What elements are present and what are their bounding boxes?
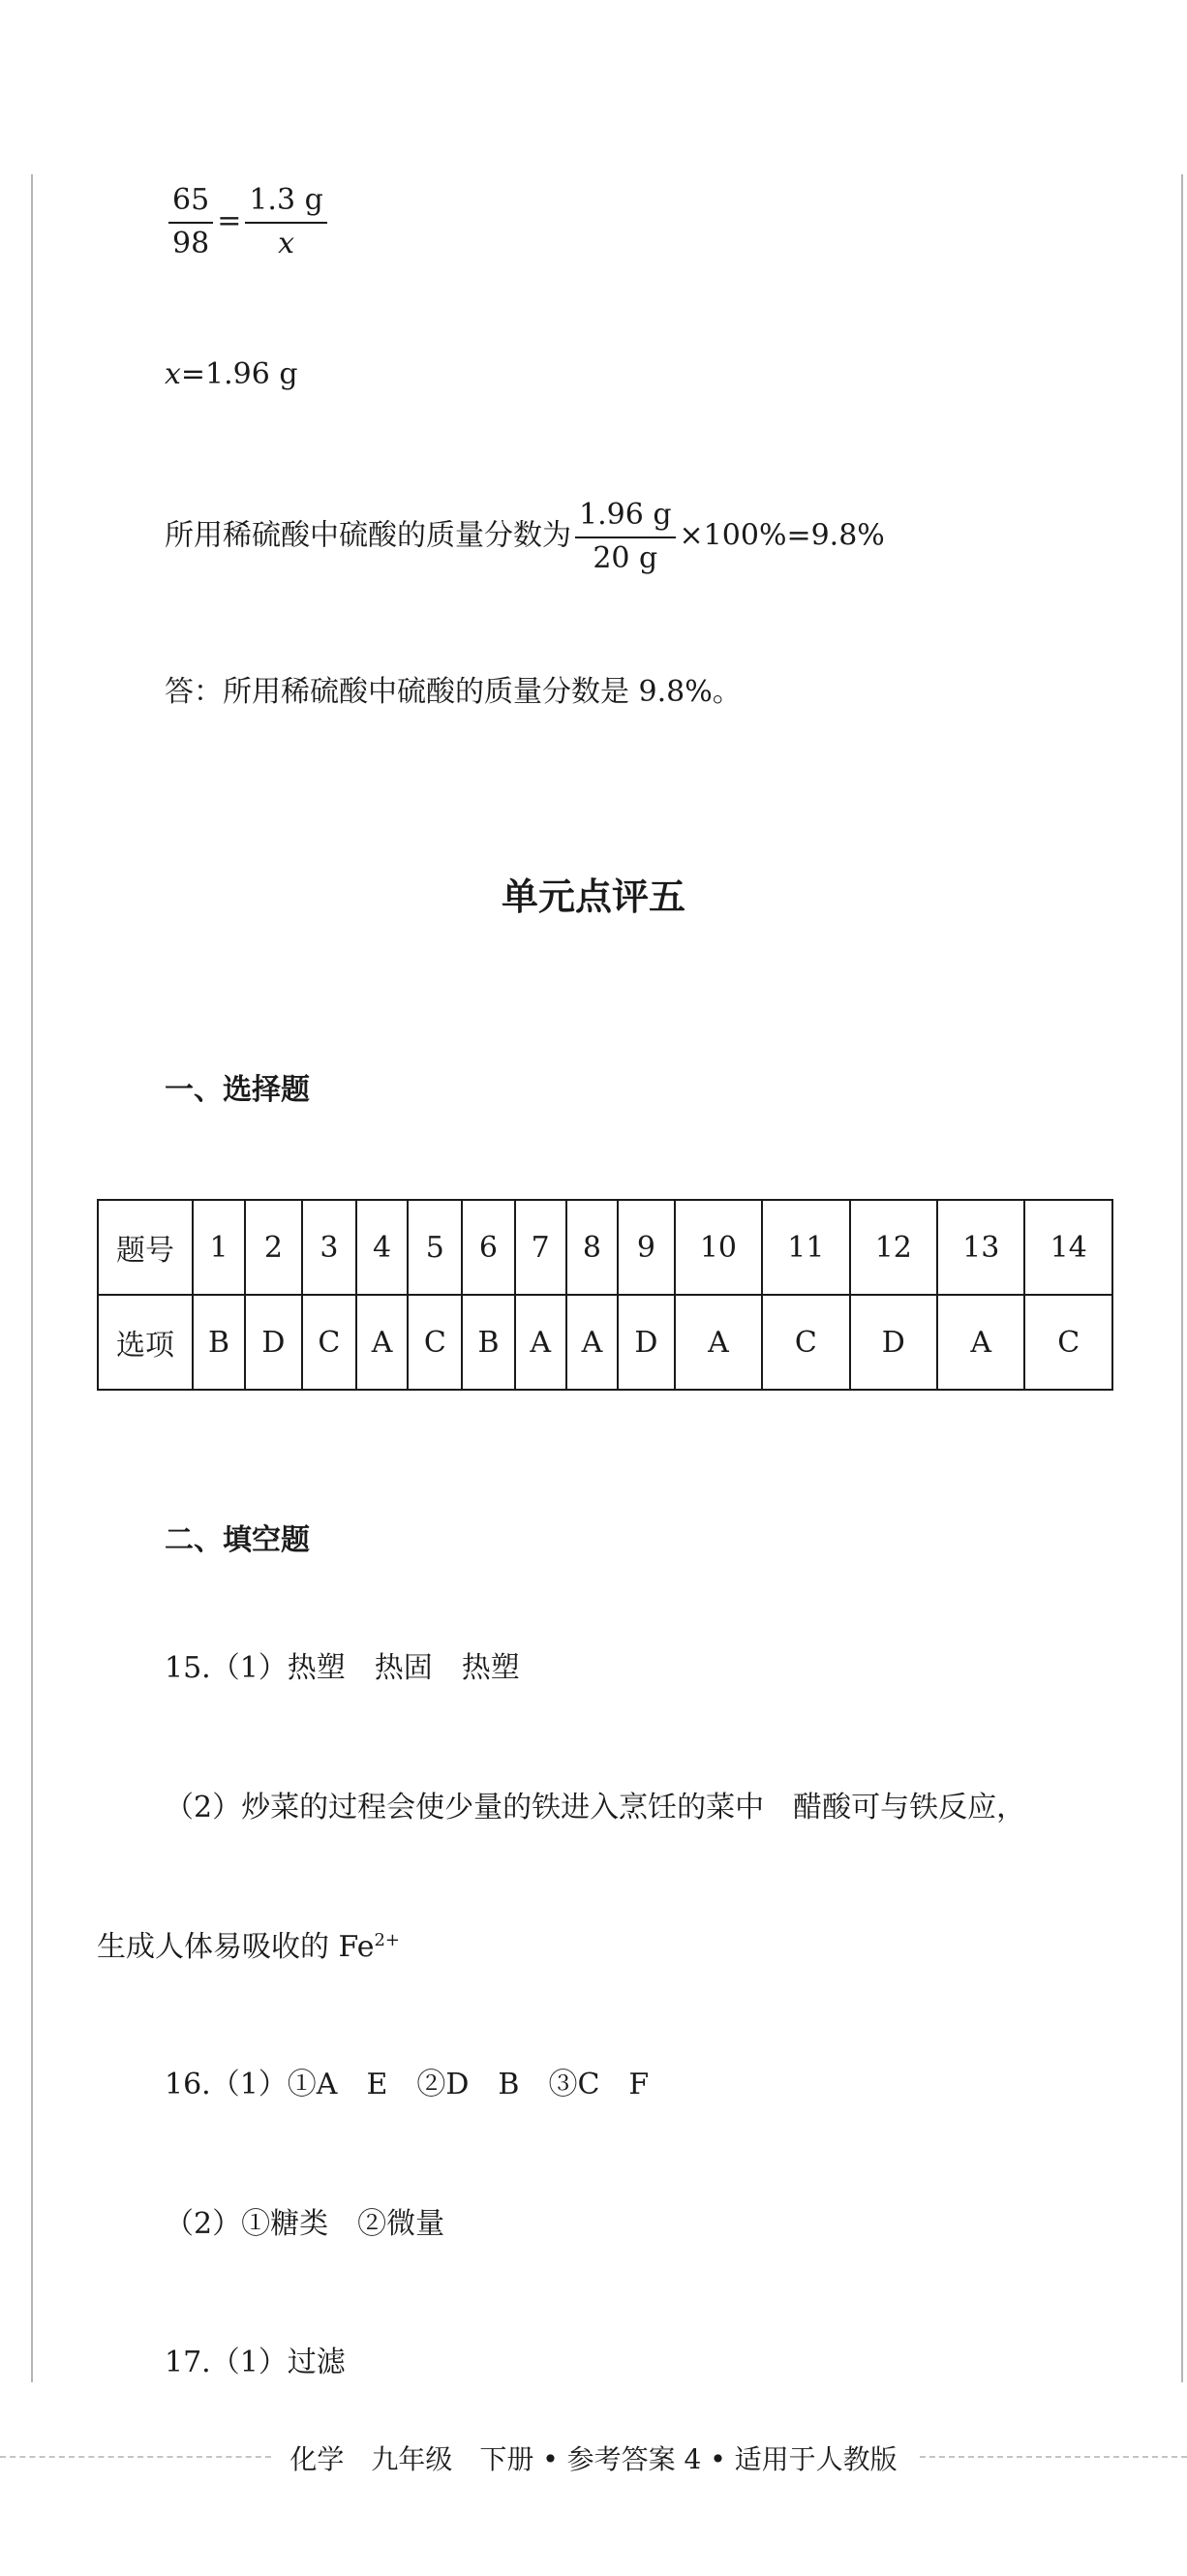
table-cell: C (302, 1295, 356, 1390)
table-cell: D (850, 1295, 937, 1390)
fraction-numerator: 65 (168, 184, 213, 224)
unit-title: 单元点评五 (501, 875, 685, 918)
table-cell: A (515, 1295, 566, 1390)
mass-fraction-suffix: ×100%=9.8% (679, 518, 885, 553)
table-cell: 1 (193, 1200, 245, 1295)
table-cell: A (356, 1295, 408, 1390)
q16-part2: （2）①糖类 ②微量 (165, 2207, 445, 2241)
table-cell: 11 (762, 1200, 849, 1295)
fraction-denominator: 98 (172, 226, 210, 261)
equation-proportion (165, 184, 331, 261)
left-border-line (31, 174, 33, 2382)
table-cell: 4 (356, 1200, 408, 1295)
table-cell: D (618, 1295, 675, 1390)
table-cell: B (193, 1295, 245, 1390)
answer-table (97, 1199, 1113, 1391)
q15-part1: 15.（1）热塑 热固 热塑 (165, 1651, 520, 1685)
equals-sign: = (217, 203, 242, 238)
table-cell: C (762, 1295, 849, 1390)
q16-part1: 16.（1）①A E ②D B ③C F (165, 2068, 650, 2101)
fraction-1-96g-20g (575, 499, 676, 575)
mass-fraction-line (165, 499, 885, 575)
equation-result (165, 357, 298, 391)
table-cell: 6 (462, 1200, 514, 1295)
table-cell: A (675, 1295, 762, 1390)
table-cell: 9 (618, 1200, 675, 1295)
table-cell: 13 (937, 1200, 1024, 1295)
table-cell: 5 (408, 1200, 462, 1295)
fraction-numerator: 1.96 g (575, 499, 676, 538)
mass-fraction-prefix: 所用稀硫酸中硫酸的质量分数为 (165, 518, 571, 553)
table-cell: 8 (566, 1200, 618, 1295)
table-cell: C (1024, 1295, 1112, 1390)
page-footer: 化学 九年级 下册 • 参考答案 4 • 适用于人教版 (289, 2443, 898, 2475)
table-cell: B (462, 1295, 514, 1390)
table-cell: 7 (515, 1200, 566, 1295)
table-cell: C (408, 1295, 462, 1390)
table-row-numbers (98, 1200, 1112, 1295)
table-cell: 14 (1024, 1200, 1112, 1295)
answer-line: 答：所用稀硫酸中硫酸的质量分数是 9.8%。 (165, 675, 742, 709)
table-cell: 3 (302, 1200, 356, 1295)
result-value: =1.96 g (180, 357, 298, 391)
fraction-1-3g-x (245, 184, 326, 261)
table-cell: A (566, 1295, 618, 1390)
fraction-denominator: x (278, 226, 295, 261)
fraction-numerator: 1.3 g (245, 184, 326, 224)
table-row-header: 选项 (98, 1295, 193, 1390)
table-cell: 2 (245, 1200, 302, 1295)
table-cell: 12 (850, 1200, 937, 1295)
q15-part2-line1: （2）炒菜的过程会使少量的铁进入烹饪的菜中 醋酸可与铁反应， (165, 1791, 1026, 1825)
table-row-header: 题号 (98, 1200, 193, 1295)
fraction-denominator: 20 g (593, 540, 658, 575)
ion-charge-superscript: 2+ (374, 1930, 401, 1950)
table-cell: A (937, 1295, 1024, 1390)
table-row-choices (98, 1295, 1112, 1390)
q15-part2-line2 (97, 1932, 400, 1962)
q17-part1: 17.（1）过滤 (165, 2346, 346, 2379)
section-fill-title: 二、填空题 (165, 1523, 310, 1557)
right-border-line (1181, 174, 1183, 2382)
table-cell: D (245, 1295, 302, 1390)
section-choice-title: 一、选择题 (165, 1073, 310, 1107)
fraction-65-98 (168, 184, 213, 261)
table-cell: 10 (675, 1200, 762, 1295)
variable-x: x (165, 357, 181, 391)
q15-part2-text: 生成人体易吸收的 Fe (97, 1930, 375, 1964)
